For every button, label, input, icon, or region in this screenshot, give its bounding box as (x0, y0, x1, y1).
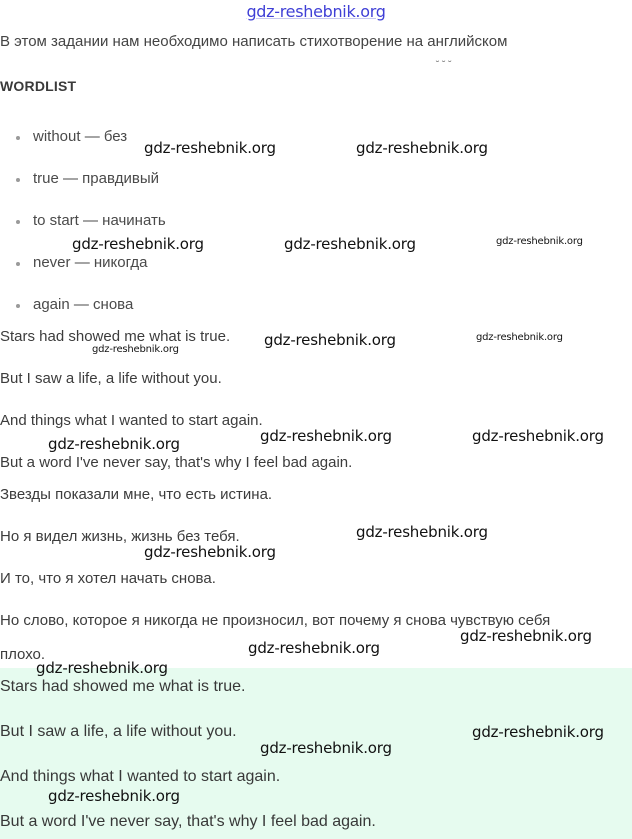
intro-text: В этом задании нам необходимо написать стихотворение на английском (0, 33, 508, 50)
answer-line: And things what I wanted to start again. (0, 768, 281, 785)
watermark: gdz-reshebnik.org (260, 739, 392, 757)
watermark: gdz-reshebnik.org (72, 235, 204, 253)
answer-line: But a word I've never say, that's why I feel bad again. (0, 813, 376, 830)
wordlist-heading: WORDLIST (0, 78, 77, 94)
watermark: gdz-reshebnik.org (264, 331, 396, 349)
watermark: gdz-reshebnik.org (144, 543, 276, 561)
watermark: gdz-reshebnik.org (472, 427, 604, 445)
stray-marks: ˘ ˘ ˘ (436, 60, 452, 71)
watermark: gdz-reshebnik.org (476, 332, 563, 343)
poem-line: И то, что я хотел начать снова. (0, 570, 216, 587)
watermark: gdz-reshebnik.org (248, 639, 380, 657)
watermark: gdz-reshebnik.org (356, 139, 488, 157)
bullet-dot (16, 304, 20, 308)
watermark: gdz-reshebnik.org (496, 236, 583, 247)
wordlist-item-text: to start — начинать (33, 212, 166, 229)
poem-line: But a word I've never say, that's why I feel bad again. (0, 454, 353, 471)
poem-line: Но слово, которое я никогда не произносил, вот почему я снова чувствую себя (0, 612, 551, 629)
poem-line: And things what I wanted to start again. (0, 412, 263, 429)
wordlist-item-text: without — без (33, 128, 128, 145)
poem-line: Звезды показали мне, что есть истина. (0, 486, 273, 503)
wordlist-item-text: true — правдивый (33, 170, 160, 187)
poem-line: Stars had showed me what is true. (0, 328, 231, 345)
bullet-dot (16, 220, 20, 224)
watermark: gdz-reshebnik.org (48, 787, 180, 805)
answer-line: But I saw a life, a life without you. (0, 723, 237, 740)
watermark: gdz-reshebnik.org (472, 723, 604, 741)
watermark: gdz-reshebnik.org (92, 344, 179, 355)
bullet-dot (16, 262, 20, 266)
site-header-link[interactable]: gdz-reshebnik.org (246, 2, 386, 21)
bullet-dot (16, 178, 20, 182)
poem-line: плохо. (0, 646, 46, 663)
watermark: gdz-reshebnik.org (144, 139, 276, 157)
wordlist-item-text: again — снова (33, 296, 134, 313)
wordlist-item-text: never — никогда (33, 254, 148, 271)
watermark: gdz-reshebnik.org (48, 435, 180, 453)
poem-line: But I saw a life, a life without you. (0, 370, 222, 387)
watermark: gdz-reshebnik.org (460, 627, 592, 645)
bullet-dot (16, 136, 20, 140)
answer-line: Stars had showed me what is true. (0, 678, 246, 695)
watermark: gdz-reshebnik.org (284, 235, 416, 253)
watermark: gdz-reshebnik.org (260, 427, 392, 445)
watermark: gdz-reshebnik.org (36, 659, 168, 677)
watermark: gdz-reshebnik.org (356, 523, 488, 541)
poem-line: Но я видел жизнь, жизнь без тебя. (0, 528, 240, 545)
